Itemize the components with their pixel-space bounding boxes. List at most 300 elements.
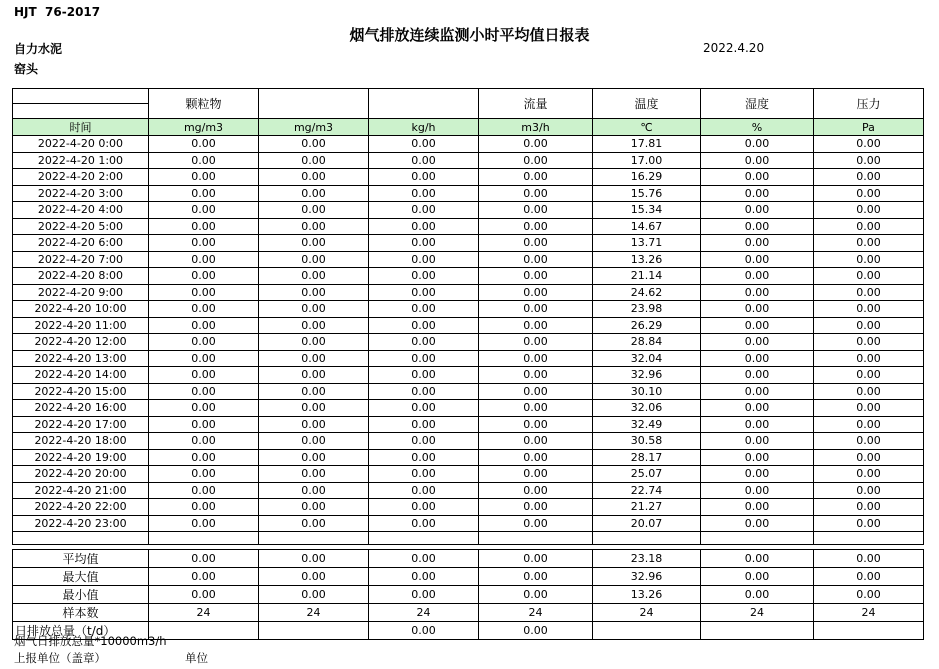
summary-value-cell: 24 [593,604,701,622]
unit-kgh: kg/h [369,119,479,136]
value-cell: 0.00 [814,416,924,433]
summary-value-cell: 0.00 [814,568,924,586]
summary-value-cell: 0.00 [814,586,924,604]
value-cell: 0.00 [259,433,369,450]
value-cell: 0.00 [701,334,814,351]
value-cell: 0.00 [369,152,479,169]
value-cell: 0.00 [701,499,814,516]
value-cell: 0.00 [369,367,479,384]
time-cell: 2022-4-20 22:00 [13,499,149,516]
data-row [13,383,924,400]
blank-cell [13,532,149,545]
time-cell: 2022-4-20 1:00 [13,152,149,169]
value-cell: 32.49 [593,416,701,433]
value-cell: 0.00 [479,317,593,334]
value-cell: 0.00 [149,383,259,400]
value-cell: 21.27 [593,499,701,516]
value-cell: 0.00 [479,136,593,153]
value-cell: 0.00 [149,251,259,268]
value-cell: 0.00 [479,367,593,384]
col-header-blank-2 [369,89,479,119]
value-cell: 0.00 [149,284,259,301]
value-cell: 0.00 [479,466,593,483]
data-row [13,367,924,384]
value-cell: 0.00 [369,268,479,285]
corner-cell-bottom [13,104,149,119]
summary-rows [13,550,924,640]
value-cell: 0.00 [701,202,814,219]
value-cell: 0.00 [814,301,924,318]
value-cell: 0.00 [479,350,593,367]
value-cell: 0.00 [479,400,593,417]
value-cell: 32.06 [593,400,701,417]
summary-row [13,550,924,568]
summary-value-cell: 24 [149,604,259,622]
value-cell: 22.74 [593,482,701,499]
value-cell: 0.00 [479,515,593,532]
summary-value-cell: 0.00 [369,586,479,604]
value-cell: 20.07 [593,515,701,532]
value-cell: 0.00 [149,317,259,334]
value-cell: 0.00 [479,416,593,433]
value-cell: 0.00 [369,235,479,252]
summary-value-cell: 0.00 [479,622,593,640]
time-cell: 2022-4-20 18:00 [13,433,149,450]
unit-time: 时间 [13,119,149,136]
summary-value-cell: 0.00 [149,550,259,568]
data-row [13,136,924,153]
value-cell: 26.29 [593,317,701,334]
value-cell: 0.00 [149,169,259,186]
data-row [13,466,924,483]
unit-label: 单位 [185,651,208,665]
title-bar [0,24,939,45]
report-date: 2022.4.20 [703,41,765,55]
data-row [13,218,924,235]
value-cell: 0.00 [149,515,259,532]
value-cell: 0.00 [149,136,259,153]
value-cell: 0.00 [259,284,369,301]
value-cell: 0.00 [479,185,593,202]
value-cell: 0.00 [814,251,924,268]
page-title: 烟气排放连续监测小时平均值日报表 [349,26,590,44]
value-cell: 0.00 [701,350,814,367]
value-cell: 0.00 [369,400,479,417]
value-cell: 30.58 [593,433,701,450]
summary-value-cell: 0.00 [149,568,259,586]
value-cell: 0.00 [259,218,369,235]
value-cell: 0.00 [149,400,259,417]
value-cell: 23.98 [593,301,701,318]
summary-value-cell: 0.00 [369,568,479,586]
summary-value-cell: 0.00 [701,568,814,586]
value-cell: 0.00 [814,449,924,466]
value-cell: 0.00 [701,169,814,186]
value-cell: 0.00 [814,433,924,450]
value-cell: 0.00 [369,449,479,466]
time-cell: 2022-4-20 23:00 [13,515,149,532]
value-cell: 0.00 [701,317,814,334]
value-cell: 0.00 [814,317,924,334]
time-cell: 2022-4-20 17:00 [13,416,149,433]
summary-value-cell: 0.00 [369,622,479,640]
summary-value-cell: 13.26 [593,586,701,604]
data-row [13,301,924,318]
time-cell: 2022-4-20 21:00 [13,482,149,499]
data-row [13,433,924,450]
value-cell: 0.00 [369,515,479,532]
value-cell: 0.00 [814,482,924,499]
value-cell: 0.00 [479,482,593,499]
time-cell: 2022-4-20 11:00 [13,317,149,334]
summary-value-cell: 24 [479,604,593,622]
value-cell: 0.00 [701,136,814,153]
data-row [13,400,924,417]
time-cell: 2022-4-20 3:00 [13,185,149,202]
value-cell: 0.00 [259,400,369,417]
value-cell: 0.00 [814,235,924,252]
unit-celsius: ℃ [593,119,701,136]
value-cell: 0.00 [149,334,259,351]
blank-cell [369,532,479,545]
time-cell: 2022-4-20 5:00 [13,218,149,235]
col-header-blank-1 [259,89,369,119]
summary-row [13,568,924,586]
value-cell: 0.00 [701,515,814,532]
time-cell: 2022-4-20 19:00 [13,449,149,466]
summary-value-cell: 0.00 [479,550,593,568]
time-cell: 2022-4-20 13:00 [13,350,149,367]
value-cell: 0.00 [259,466,369,483]
value-cell: 0.00 [701,400,814,417]
report-unit-label: 上报单位（盖章） [14,651,106,665]
summary-label: 样本数 [13,604,149,622]
data-row [13,202,924,219]
value-cell: 0.00 [259,185,369,202]
value-cell: 0.00 [814,284,924,301]
value-cell: 0.00 [369,169,479,186]
value-cell: 15.34 [593,202,701,219]
summary-row [13,604,924,622]
value-cell: 0.00 [479,152,593,169]
data-row [13,499,924,516]
data-row [13,317,924,334]
unit-header-row [13,119,924,136]
value-cell: 0.00 [369,284,479,301]
summary-value-cell: 0.00 [259,568,369,586]
value-cell: 0.00 [814,400,924,417]
value-cell: 0.00 [701,367,814,384]
value-cell: 0.00 [259,515,369,532]
value-cell: 0.00 [259,317,369,334]
data-row [13,268,924,285]
col-header-particulate: 颗粒物 [149,89,259,119]
value-cell: 0.00 [479,235,593,252]
value-cell: 14.67 [593,218,701,235]
summary-value-cell: 0.00 [479,586,593,604]
time-cell: 2022-4-20 0:00 [13,136,149,153]
summary-value-cell: 24 [369,604,479,622]
value-cell: 0.00 [369,466,479,483]
value-cell: 0.00 [701,251,814,268]
summary-value-cell: 0.00 [814,550,924,568]
value-cell: 0.00 [479,499,593,516]
value-cell: 0.00 [369,185,479,202]
value-cell: 0.00 [479,202,593,219]
value-cell: 0.00 [814,515,924,532]
value-cell: 0.00 [149,350,259,367]
value-cell: 0.00 [369,433,479,450]
summary-value-cell [259,622,369,640]
summary-value-cell: 24 [259,604,369,622]
value-cell: 0.00 [259,301,369,318]
data-row [13,350,924,367]
time-cell: 2022-4-20 20:00 [13,466,149,483]
summary-value-cell [814,622,924,640]
value-cell: 13.71 [593,235,701,252]
summary-value-cell: 0.00 [149,586,259,604]
time-cell: 2022-4-20 10:00 [13,301,149,318]
value-cell: 0.00 [701,449,814,466]
value-cell: 0.00 [479,301,593,318]
value-cell: 0.00 [701,433,814,450]
value-cell: 0.00 [701,268,814,285]
data-row [13,185,924,202]
value-cell: 17.00 [593,152,701,169]
company-name: 自力水泥 [14,42,63,56]
value-cell: 0.00 [479,218,593,235]
blank-row [13,532,924,545]
value-cell: 0.00 [701,185,814,202]
value-cell: 0.00 [149,235,259,252]
data-row [13,169,924,186]
value-cell: 0.00 [149,202,259,219]
unit-pa: Pa [814,119,924,136]
summary-table [12,549,924,640]
summary-value-cell [701,622,814,640]
summary-value-cell: 0.00 [259,586,369,604]
data-row [13,416,924,433]
unit-m3h: m3/h [479,119,593,136]
data-rows [13,136,924,545]
value-cell: 0.00 [369,301,479,318]
value-cell: 0.00 [814,152,924,169]
value-cell: 16.29 [593,169,701,186]
value-cell: 0.00 [814,383,924,400]
value-cell: 0.00 [149,449,259,466]
standard-number: HJT 76-2017 [14,5,101,19]
value-cell: 0.00 [259,152,369,169]
footer-note: 烟气日排放总量*10000m3/h [14,634,167,648]
value-cell: 28.84 [593,334,701,351]
value-cell: 0.00 [701,218,814,235]
value-cell: 0.00 [149,466,259,483]
time-cell: 2022-4-20 6:00 [13,235,149,252]
time-cell: 2022-4-20 14:00 [13,367,149,384]
value-cell: 0.00 [701,466,814,483]
time-cell: 2022-4-20 8:00 [13,268,149,285]
summary-row [13,586,924,604]
value-cell: 0.00 [369,202,479,219]
value-cell: 17.81 [593,136,701,153]
value-cell: 0.00 [369,136,479,153]
value-cell: 21.14 [593,268,701,285]
value-cell: 0.00 [369,499,479,516]
value-cell: 0.00 [259,350,369,367]
value-cell: 0.00 [814,466,924,483]
value-cell: 0.00 [259,235,369,252]
monitor-point-name: 窑头 [14,62,39,76]
data-row [13,251,924,268]
data-row [13,482,924,499]
value-cell: 0.00 [259,169,369,186]
value-cell: 0.00 [701,284,814,301]
value-cell: 0.00 [149,416,259,433]
value-cell: 0.00 [259,416,369,433]
value-cell: 0.00 [479,334,593,351]
value-cell: 0.00 [259,251,369,268]
value-cell: 0.00 [701,416,814,433]
value-cell: 0.00 [369,334,479,351]
data-row [13,334,924,351]
summary-label: 平均值 [13,550,149,568]
value-cell: 0.00 [149,268,259,285]
value-cell: 30.10 [593,383,701,400]
value-cell: 0.00 [149,482,259,499]
value-cell: 25.07 [593,466,701,483]
value-cell: 0.00 [369,251,479,268]
value-cell: 0.00 [814,367,924,384]
value-cell: 0.00 [149,433,259,450]
value-cell: 24.62 [593,284,701,301]
unit-percent: % [701,119,814,136]
value-cell: 0.00 [149,185,259,202]
summary-value-cell: 0.00 [479,568,593,586]
value-cell: 0.00 [259,136,369,153]
value-cell: 0.00 [259,268,369,285]
time-cell: 2022-4-20 12:00 [13,334,149,351]
value-cell: 0.00 [149,218,259,235]
blank-cell [814,532,924,545]
summary-value-cell: 0.00 [701,550,814,568]
data-row [13,515,924,532]
value-cell: 0.00 [259,367,369,384]
value-cell: 0.00 [259,482,369,499]
value-cell: 0.00 [259,383,369,400]
summary-value-cell: 32.96 [593,568,701,586]
value-cell: 32.96 [593,367,701,384]
col-header-pressure: 压力 [814,89,924,119]
time-cell: 2022-4-20 15:00 [13,383,149,400]
summary-value-cell: 24 [701,604,814,622]
unit-mgm3-1: mg/m3 [149,119,259,136]
value-cell: 0.00 [479,251,593,268]
value-cell: 0.00 [701,152,814,169]
value-cell: 0.00 [369,383,479,400]
value-cell: 0.00 [259,449,369,466]
blank-cell [701,532,814,545]
value-cell: 0.00 [369,218,479,235]
value-cell: 0.00 [701,235,814,252]
hourly-data-table [12,88,924,545]
value-cell: 0.00 [814,202,924,219]
data-row [13,284,924,301]
time-cell: 2022-4-20 4:00 [13,202,149,219]
value-cell: 0.00 [814,136,924,153]
value-cell: 0.00 [149,301,259,318]
value-cell: 0.00 [814,268,924,285]
value-cell: 0.00 [814,499,924,516]
summary-value-cell [593,622,701,640]
value-cell: 0.00 [149,367,259,384]
time-cell: 2022-4-20 9:00 [13,284,149,301]
value-cell: 0.00 [259,202,369,219]
group-header-row [13,89,924,104]
value-cell: 0.00 [479,268,593,285]
summary-value-cell: 0.00 [259,550,369,568]
value-cell: 15.76 [593,185,701,202]
blank-cell [259,532,369,545]
summary-label: 最小值 [13,586,149,604]
value-cell: 0.00 [814,218,924,235]
summary-value-cell: 23.18 [593,550,701,568]
col-header-flow: 流量 [479,89,593,119]
value-cell: 0.00 [149,499,259,516]
summary-label: 日排放总量（t/d） [13,622,149,640]
value-cell: 0.00 [701,482,814,499]
value-cell: 0.00 [259,334,369,351]
time-cell: 2022-4-20 16:00 [13,400,149,417]
time-cell: 2022-4-20 2:00 [13,169,149,186]
value-cell: 0.00 [701,301,814,318]
col-header-temperature: 温度 [593,89,701,119]
value-cell: 0.00 [369,350,479,367]
value-cell: 0.00 [814,334,924,351]
data-row [13,449,924,466]
value-cell: 0.00 [369,416,479,433]
blank-cell [149,532,259,545]
value-cell: 0.00 [479,383,593,400]
value-cell: 0.00 [479,169,593,186]
time-cell: 2022-4-20 7:00 [13,251,149,268]
value-cell: 0.00 [814,169,924,186]
value-cell: 32.04 [593,350,701,367]
summary-value-cell: 0.00 [701,586,814,604]
value-cell: 0.00 [814,350,924,367]
unit-mgm3-2: mg/m3 [259,119,369,136]
value-cell: 13.26 [593,251,701,268]
value-cell: 0.00 [259,499,369,516]
data-row [13,235,924,252]
value-cell: 0.00 [149,152,259,169]
corner-cell-top [13,89,149,104]
blank-cell [479,532,593,545]
value-cell: 0.00 [814,185,924,202]
col-header-humidity: 湿度 [701,89,814,119]
summary-label: 最大值 [13,568,149,586]
value-cell: 0.00 [369,317,479,334]
summary-value-cell: 24 [814,604,924,622]
value-cell: 0.00 [701,383,814,400]
value-cell: 28.17 [593,449,701,466]
value-cell: 0.00 [479,449,593,466]
blank-cell [593,532,701,545]
value-cell: 0.00 [479,433,593,450]
summary-value-cell: 0.00 [369,550,479,568]
value-cell: 0.00 [479,284,593,301]
data-row [13,152,924,169]
value-cell: 0.00 [369,482,479,499]
